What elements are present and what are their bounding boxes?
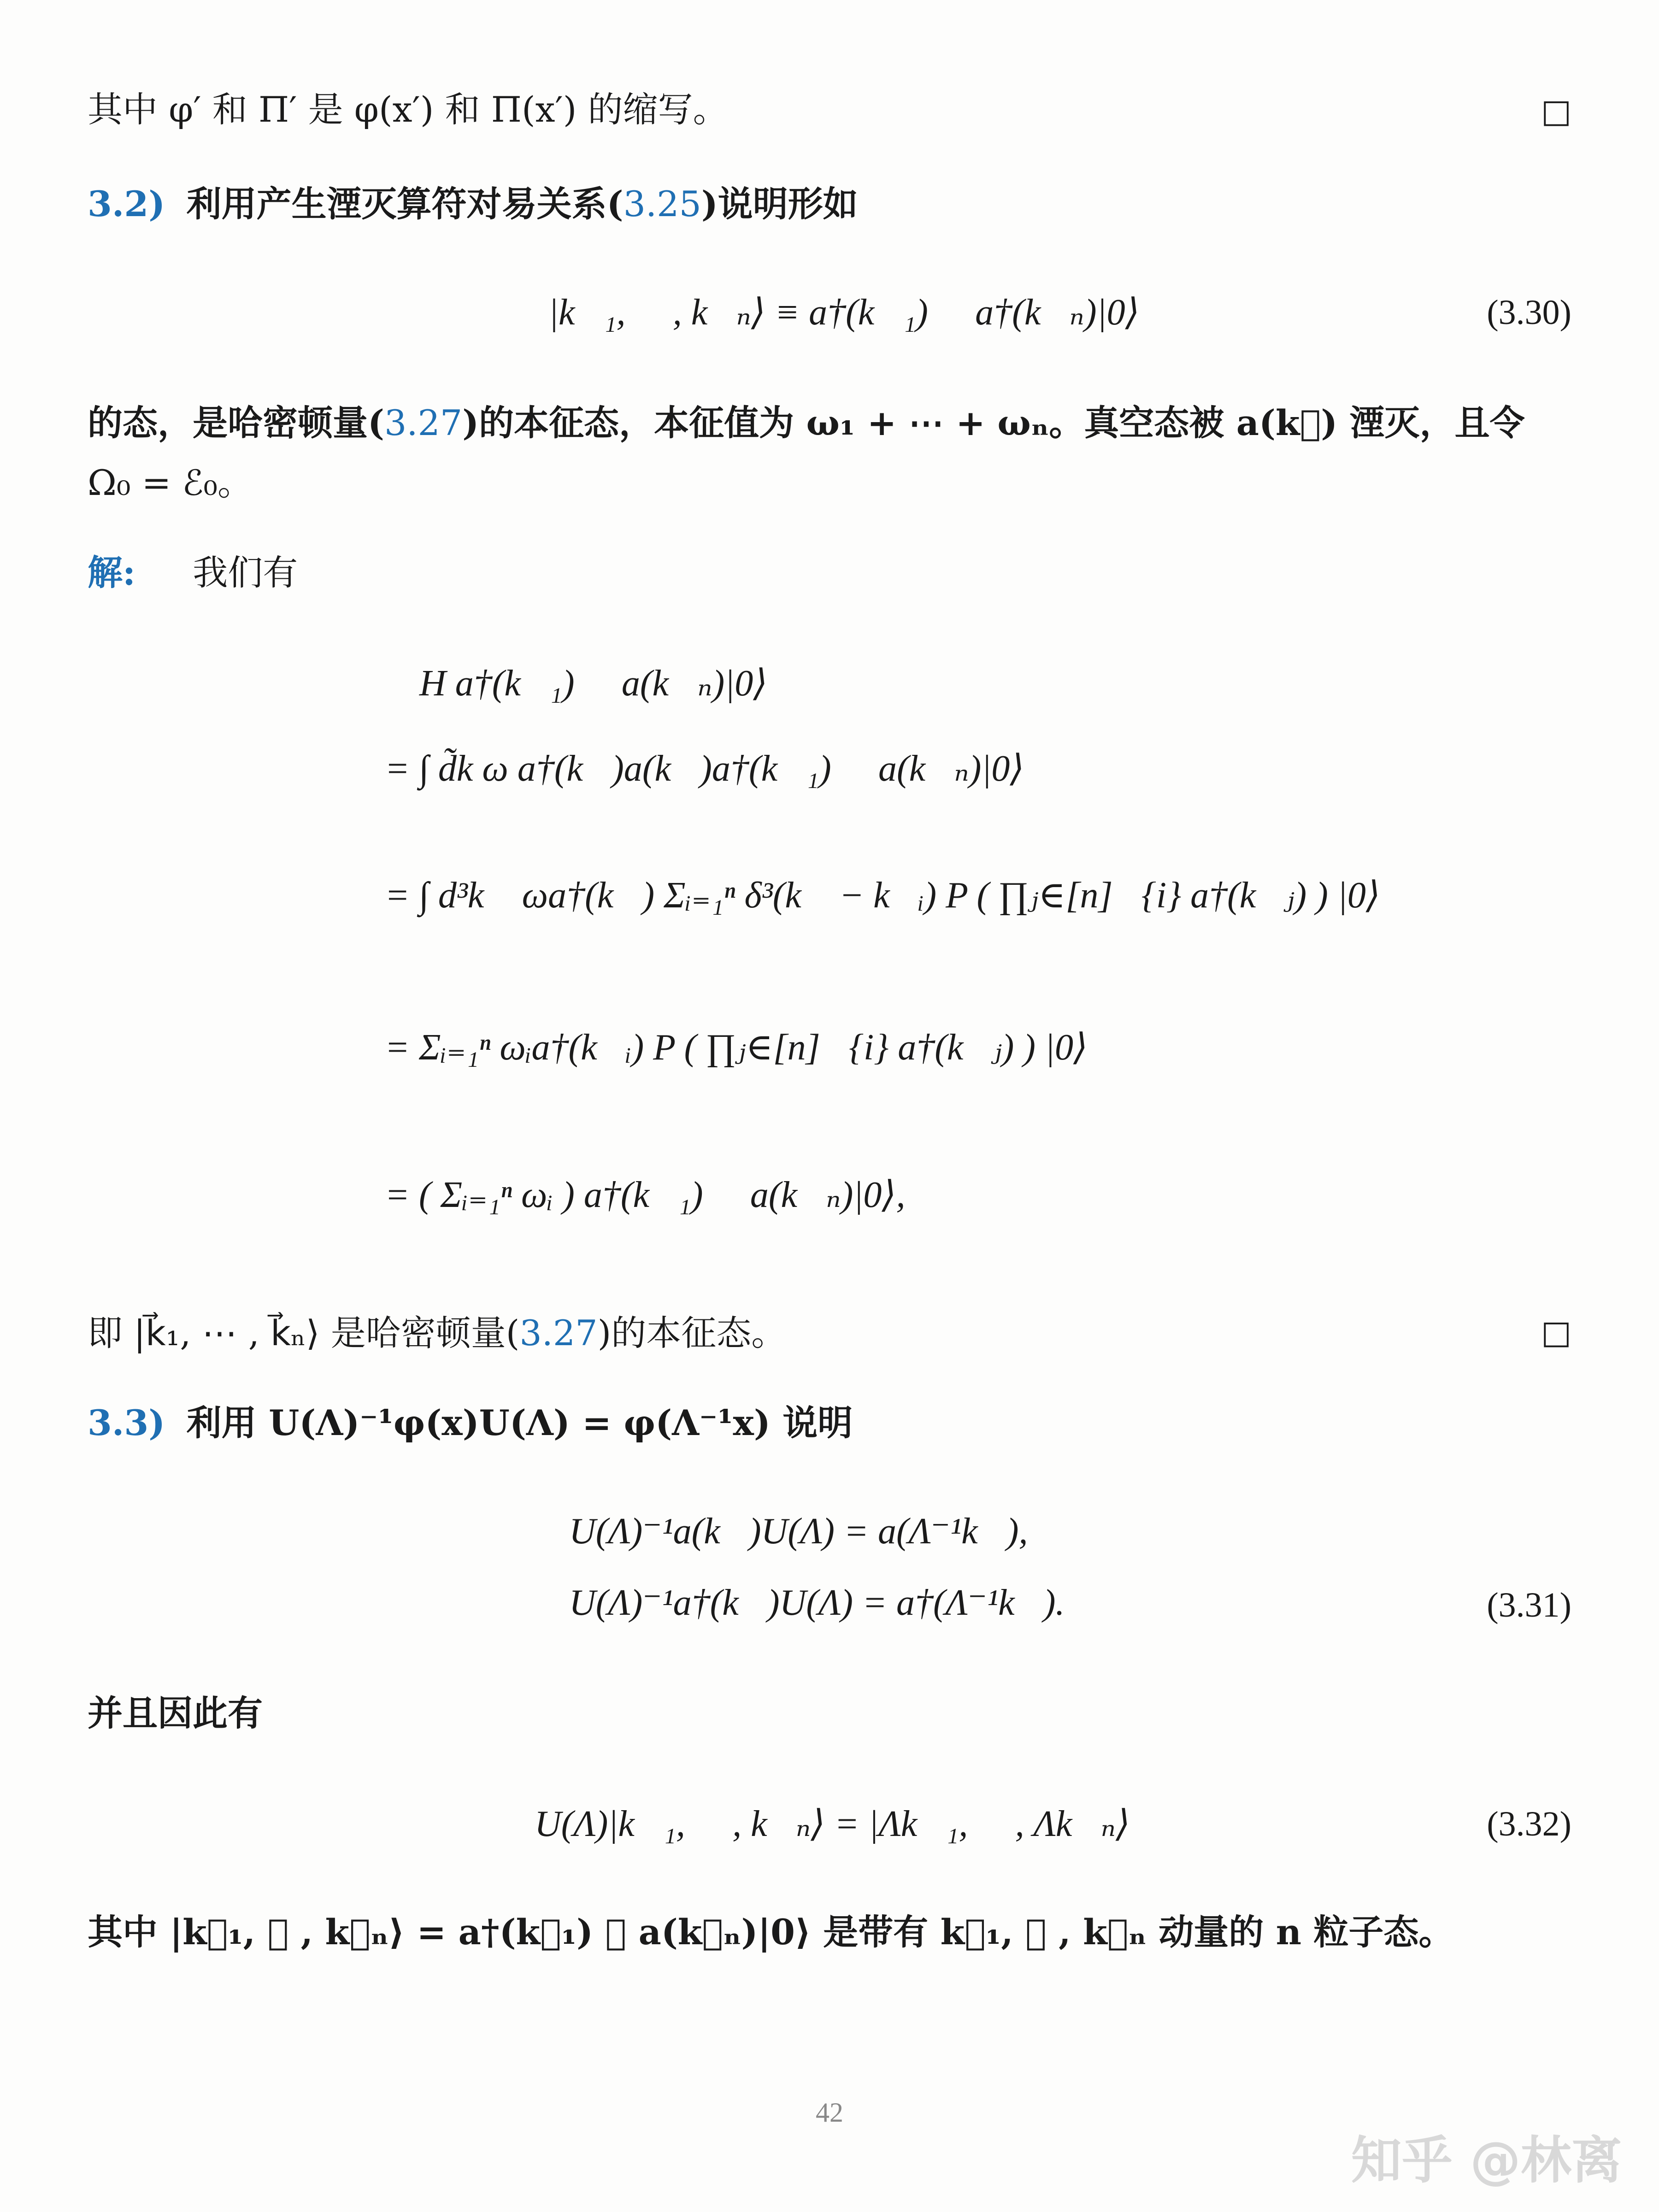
exercise-3-3-statement	[88, 1401, 1571, 1445]
watermark: 知乎 @林离	[1351, 2131, 1622, 2190]
derivation-line-2: = ∫ d͂k ω a†(k⃗)a(k⃗)a†(k⃗₁) ⋯ a(k⃗ₙ)|0⟩	[385, 748, 1024, 789]
exercise-3-2-text-a: 利用产生湮灭算符对易关系(	[186, 183, 624, 224]
equation-3-31-line2: U(Λ)⁻¹a†(k⃗)U(Λ) = a†(Λ⁻¹k⃗).	[569, 1583, 1065, 1623]
derivation-line-1: H a†(k⃗₁) ⋯ a(k⃗ₙ)|0⟩	[419, 663, 768, 704]
qed-box-1: □	[1541, 92, 1571, 130]
paragraph-eigenstate-line1	[88, 401, 1571, 445]
qed-box-2: □	[1541, 1313, 1571, 1351]
p2-text-a: 的态，是哈密顿量(	[88, 402, 384, 443]
derivation-line-4: = Σᵢ₌₁ⁿ ωᵢa†(k⃗ᵢ) P ( ∏ⱼ∈[n]∖{i} a†(k⃗ⱼ) ) |0⟩	[385, 1027, 1088, 1068]
solution-intro: 我们有	[193, 552, 298, 593]
page-number: 42	[816, 2097, 843, 2128]
equation-3-31-line1: U(Λ)⁻¹a(k⃗)U(Λ) = a(Λ⁻¹k⃗),	[569, 1511, 1028, 1552]
equation-number-3-30: (3.30)	[1487, 293, 1571, 332]
exercise-label-3-3: 3.3)	[88, 1402, 165, 1443]
paragraph-abbreviation: 其中 φ′ 和 Π′ 是 φ(x′) 和 Π(x′) 的缩写。	[88, 89, 728, 130]
ref-link-3-27-b[interactable]: 3.27	[519, 1312, 598, 1353]
equation-number-3-32: (3.32)	[1487, 1805, 1571, 1843]
ref-link-3-27[interactable]: 3.27	[384, 402, 463, 443]
equation-3-30: |k⃗₁, ⋯ , k⃗ₙ⟩ ≡ a†(k⃗₁) ⋯ a†(k⃗ₙ)|0⟩	[548, 292, 1140, 333]
solution-line	[88, 551, 1571, 594]
p3-text-b: )的本征态。	[597, 1312, 787, 1353]
paragraph-hence: 并且因此有	[88, 1693, 263, 1734]
exercise-3-2-text-b: )说明形如	[701, 183, 858, 224]
exercise-3-3-text: 利用 U(Λ)⁻¹φ(x)U(Λ) = φ(Λ⁻¹x) 说明	[186, 1402, 853, 1443]
paragraph-conclusion	[88, 1311, 1571, 1355]
p2-text-b: )的本征态，本征值为 ω₁ + ⋯ + ωₙ。真空态被 a(k⃗) 湮灭，且令	[462, 402, 1525, 443]
exercise-3-2-statement	[88, 182, 1571, 226]
paragraph-eigenstate-line2: Ω₀ = ℰ₀。	[88, 462, 253, 503]
equation-number-3-31: (3.31)	[1487, 1586, 1571, 1624]
ref-link-3-25[interactable]: 3.25	[623, 183, 701, 224]
equation-3-32: U(Λ)|k⃗₁, ⋯ , k⃗ₙ⟩ = |Λk⃗₁, ⋯ , Λk⃗ₙ⟩	[535, 1804, 1130, 1844]
derivation-line-5: = ( Σᵢ₌₁ⁿ ωᵢ ) a†(k⃗₁) ⋯ a(k⃗ₙ)|0⟩,	[385, 1175, 906, 1215]
paragraph-n-particle-state: 其中 |k⃗₁, ⋯ , k⃗ₙ⟩ = a†(k⃗₁) ⋯ a(k⃗ₙ)|0⟩ 是带有 k⃗₁, ⋯ , k⃗ₙ 动量的 n 粒子态。	[88, 1912, 1454, 1953]
p3-text-a: 即 |k⃗₁, ⋯ , k⃗ₙ⟩ 是哈密顿量(	[88, 1312, 520, 1353]
solution-label: 解:	[88, 552, 136, 593]
derivation-line-3: = ∫ d³k⃗ ωa†(k⃗) Σᵢ₌₁ⁿ δ³(k⃗ − k⃗ᵢ) P ( ∏ⱼ∈[n]∖{i} a†(k⃗ⱼ) ) |0⟩	[385, 875, 1381, 916]
exercise-label-3-2: 3.2)	[88, 183, 165, 224]
